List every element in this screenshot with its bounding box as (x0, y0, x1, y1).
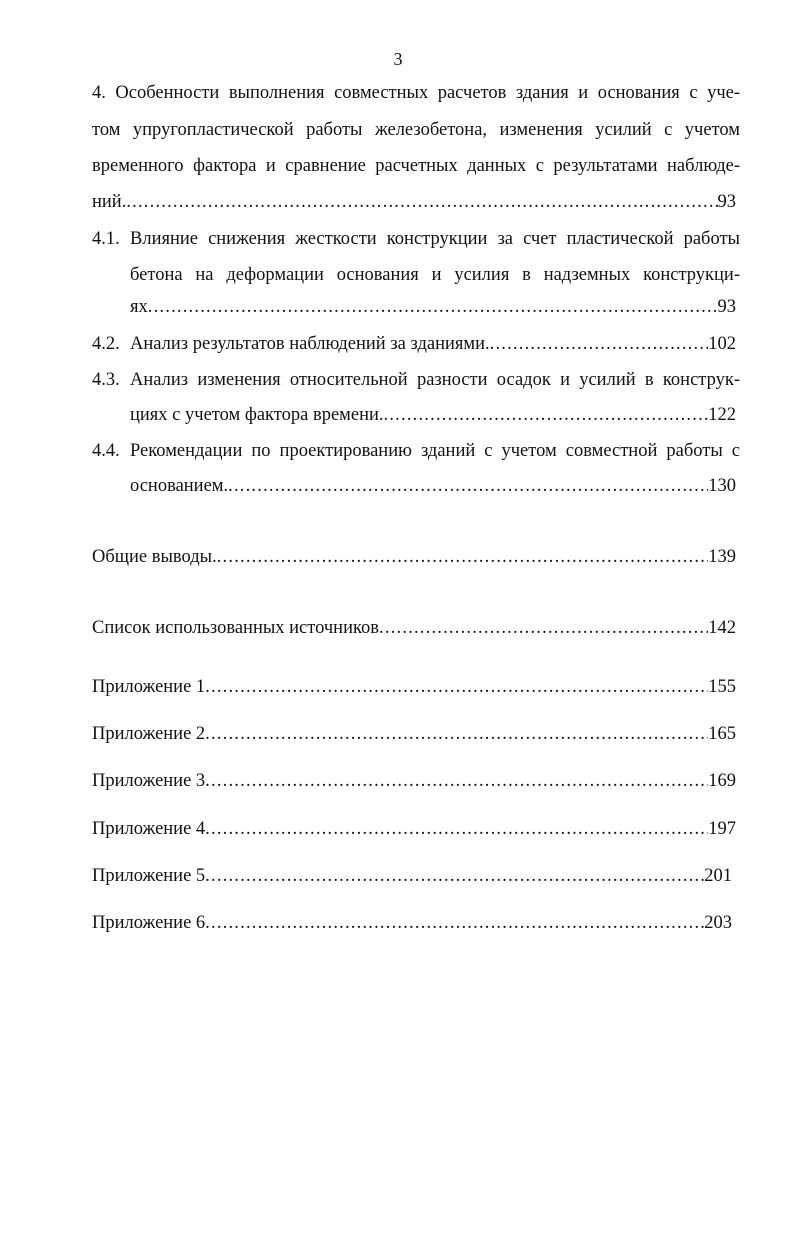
leader-dots (217, 545, 709, 569)
toc-page-number: 102 (708, 334, 736, 354)
leader-dots (379, 616, 708, 640)
leader-dots (148, 295, 718, 319)
toc-page-number: 122 (708, 405, 736, 425)
leader-dots (126, 190, 717, 214)
subsection-number: 4.2. (92, 334, 120, 354)
leader-dots (205, 864, 704, 888)
toc-entry-label: Приложение 3 (92, 771, 206, 791)
toc-entry-label: Список использованных источников (92, 618, 380, 638)
toc-page-number: 139 (708, 547, 736, 567)
toc-entry-section4[interactable] (92, 190, 736, 214)
leader-dots (384, 403, 709, 427)
subsection-number: 4.1. (92, 229, 120, 249)
toc-entry-appendix-2[interactable] (92, 722, 736, 746)
toc-entry-label: ний. (92, 192, 127, 212)
sub43-line-1: Анализ изменения относительной разности осадок и усилий в конструк- (130, 370, 740, 390)
subsection-number: 4.4. (92, 441, 120, 461)
toc-page-number: 130 (708, 476, 736, 496)
leader-dots (205, 911, 704, 935)
toc-entry-4-1[interactable] (130, 295, 736, 319)
toc-page-number: 93 (717, 297, 736, 317)
toc-page-number: 169 (708, 771, 736, 791)
sub41-line-1: Влияние снижения жесткости конструкции за счет пластической работы (130, 229, 740, 249)
toc-entry-label: ях (130, 297, 148, 317)
subsection-number: 4.3. (92, 370, 120, 390)
toc-entry-4-4[interactable] (130, 474, 736, 498)
toc-entry-appendix-3[interactable] (92, 769, 736, 793)
leader-dots (205, 675, 708, 699)
toc-entry-conclusions[interactable] (92, 545, 736, 569)
toc-entry-appendix-1[interactable] (92, 675, 736, 699)
toc-entry-appendix-5[interactable] (92, 864, 732, 888)
toc-entry-label: Приложение 4 (92, 819, 206, 839)
toc-entry-label: основанием. (130, 476, 229, 496)
section4-line-1: 4. Особенности выполнения совместных расчетов здания и основания с уче- (92, 83, 740, 103)
toc-page-number: 155 (708, 677, 736, 697)
toc-entry-appendix-6[interactable] (92, 911, 732, 935)
toc-page-number: 93 (717, 192, 736, 212)
toc-entry-label: Приложение 6 (92, 913, 206, 933)
toc-entry-label: циях с учетом фактора времени. (130, 405, 384, 425)
leader-dots (228, 474, 708, 498)
page-number: 3 (393, 49, 403, 69)
leader-dots (205, 769, 708, 793)
toc-entry-label: Анализ результатов наблюдений за зданиями. (130, 334, 490, 354)
toc-page-number: 203 (704, 913, 732, 933)
leader-dots (205, 817, 708, 841)
toc-entry-references[interactable] (92, 616, 736, 640)
toc-entry-4-3[interactable] (130, 403, 736, 427)
sub41-line-2: бетона на деформации основания и усилия в надземных конструкци- (130, 265, 740, 285)
toc-entry-label: Общие выводы. (92, 547, 217, 567)
leader-dots (205, 722, 708, 746)
toc-page-number: 201 (704, 866, 732, 886)
toc-page-number: 165 (708, 724, 736, 744)
toc-page-number: 142 (708, 618, 736, 638)
toc-entry-label: Приложение 5 (92, 866, 206, 886)
section4-line-2: том упругопластической работы железобетона, изменения усилий с учетом (92, 120, 740, 140)
leader-dots (490, 332, 709, 356)
toc-entry-label: Приложение 1 (92, 677, 206, 697)
toc-entry-4-2[interactable] (130, 332, 736, 356)
sub44-line-1: Рекомендации по проектированию зданий с учетом совместной работы с (130, 441, 740, 461)
toc-entry-label: Приложение 2 (92, 724, 206, 744)
toc-entry-appendix-4[interactable] (92, 817, 736, 841)
toc-page-number: 197 (708, 819, 736, 839)
section4-line-3: временного фактора и сравнение расчетных данных с результатами наблюде- (92, 156, 740, 176)
